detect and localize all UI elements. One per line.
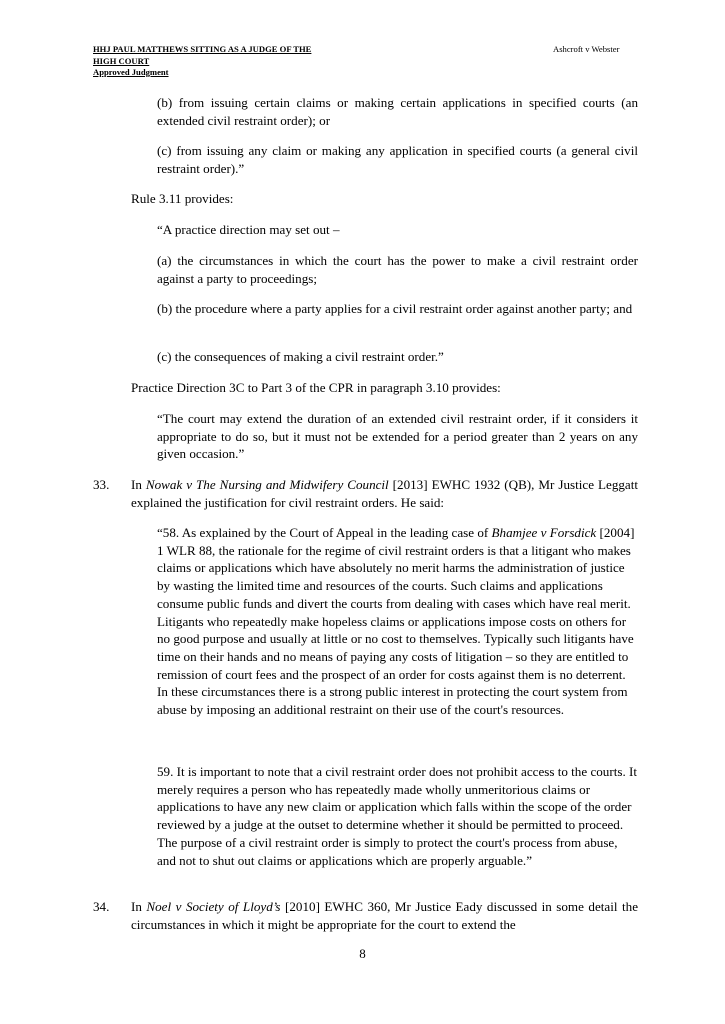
paragraph-33-lead: In [131,477,146,492]
quoted-subrule-b: (b) from issuing certain claims or making certain applications in specified courts (an extended civil restraint order); or [157,95,638,128]
running-header-left [93,44,373,79]
quote-58-text: [2004] 1 WLR 88, the rationale for the regime of civil restraint orders is that a litigant who makes claims or applications which have absolutely no merit harms the administration of justice by wasting the limited time and resources of the courts. Such claims and applications consume public funds and divert the courts from dealing with cases which have real merit. Litigants who repeatedly make hopeless claims or applications impose costs on others for no good purpose and usually at little or no cost to themselves. Typically such litigants have time on their hands and no means of paying any costs of litigation – so they are entitled to remission of court fees and the prospect of an order for costs against them is no deterrent. In these circumstances there is a strong public interest in protecting the court system from abuse by imposing an additional restraint on their use of the court's resources. [157,525,635,718]
rule-item-c: (c) the consequences of making a civil restraint order.” [157,349,444,364]
running-header-case-name: Ashcroft v Webster [553,44,620,54]
paragraph-number: 33. [93,477,110,492]
case-name: Noel v Society of Lloyd’s [146,899,281,914]
header-judge-line1: HHJ PAUL MATTHEWS SITTING AS A JUDGE OF THE [93,44,312,54]
paragraph-34-lead: In [131,899,147,914]
paragraph-number: 34. [93,899,110,914]
practice-direction-quote: “The court may extend the duration of an extended civil restraint order, if it considers it appropriate to do so, but it must not be extended for a period greater than 2 years on any given occasion.” [157,411,638,462]
header-judgment-status: Approved Judgment [93,67,169,77]
quote-opening: “A practice direction may set out – [157,222,340,237]
page-number: 8 [359,946,366,961]
case-name: Bhamjee v Forsdick [491,525,597,540]
case-name: Nowak v The Nursing and Midwifery Council [145,477,389,492]
paragraph-33-text: [2013] EWHC 1932 (QB), Mr Justice Leggatt explained the justification for civil restraint orders. He said: [131,477,638,510]
paragraph-34-text: [2010] EWHC 360, Mr Justice Eady discussed in some detail the circumstances in which it might be appropriate for the court to extend the [131,899,639,932]
rule-item-b: (b) the procedure where a party applies for a civil restraint order against another party; and [157,301,633,316]
quote-58-lead: “58. As explained by the Court of Appeal in the leading case of [157,525,492,540]
rule-item-a: (a) the circumstances in which the court has the power to make a civil restraint order against a party to proceedings; [157,253,638,286]
quote-paragraph-59: 59. It is important to note that a civil restraint order does not prohibit access to the courts. It merely requires a person who has repeatedly made wholly unmeritorious claims or applications to have any new claim or application which falls within the scope of the order reviewed by a judge at the outset to determine whether it should be permitted to proceed. The purpose of a civil restraint order is simply to protect the court's process from abuse, and not to shut out claims or applications which are properly arguable.” [157,764,637,868]
quoted-subrule-c: (c) from issuing any claim or making any application in specified courts (a general civil restraint order).” [157,143,638,176]
quote-paragraph-58 [157,524,638,719]
rule-intro: Rule 3.11 provides: [131,191,234,206]
paragraph-33 [131,476,638,511]
practice-direction-intro: Practice Direction 3C to Part 3 of the CPR in paragraph 3.10 provides: [131,380,501,395]
paragraph-34 [131,898,638,933]
header-judge-line2: HIGH COURT [93,55,150,66]
